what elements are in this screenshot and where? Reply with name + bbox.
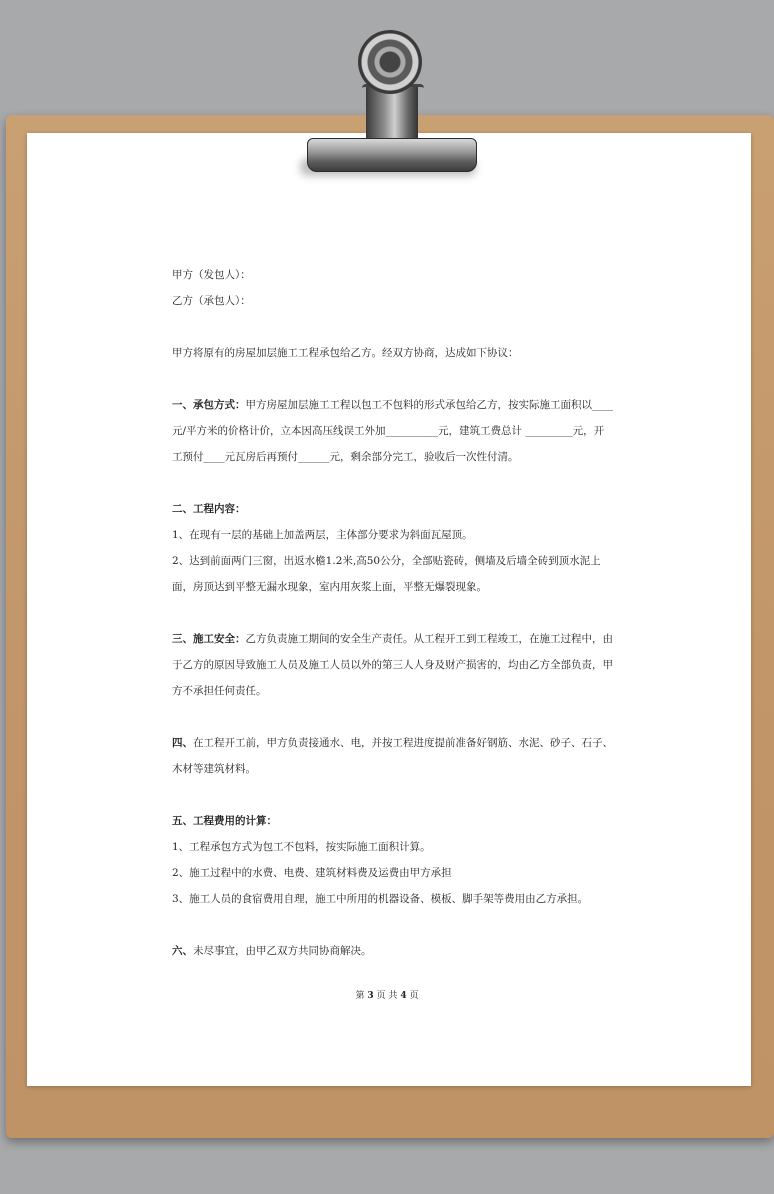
total-page-number: 4 (400, 991, 407, 1001)
section1-title: 一、承包方式： (172, 399, 246, 411)
page-number-footer: 第 3 页 共 4 页 (355, 991, 419, 1001)
section3-title: 三、施工安全： (172, 633, 246, 645)
current-page-number: 3 (367, 991, 374, 1001)
section2-item2-line1: 2、达到前面两门三窗，出返水檐1.2米,高50公分，全部贴瓷砖，侧墙及后墙全砖到顶水泥上 (172, 555, 601, 567)
section5-title: 五、工程费用的计算： (172, 815, 277, 827)
section1-line3: 工预付____元瓦房后再预付______元，剩余部分完工，验收后一次性付清。 (172, 451, 519, 463)
party-a-line: 甲方（发包人）： (172, 269, 251, 281)
section3-line1: 三、施工安全：乙方负责施工期间的安全生产责任。从工程开工到工程竣工，在施工过程中，由 (172, 633, 613, 645)
contract-body (172, 262, 612, 964)
section6-title: 六、 (172, 945, 193, 957)
section2-title: 二、工程内容： (172, 503, 246, 515)
section1-line1: 一、承包方式：甲方房屋加层施工工程以包工不包料的形式承包给乙方，按实际施工面积以____ (172, 399, 613, 411)
party-b-line: 乙方（承包人）： (172, 295, 251, 307)
section2-item1: 1、在现有一层的基础上加盖两层，主体部分要求为斜面瓦屋顶。 (172, 529, 473, 541)
binder-clip-ring-icon (358, 30, 422, 94)
section3-line3: 方不承担任何责任。 (172, 685, 267, 697)
section2-item2-line2: 面，房顶达到平整无漏水现象，室内用灰浆上面，平整无爆裂现象。 (172, 581, 487, 593)
section4-line1: 四、在工程开工前，甲方负责接通水、电，并按工程进度提前准备好钢筋、水泥、砂子、石子、 (172, 737, 613, 749)
section4-line2: 木材等建筑材料。 (172, 763, 256, 775)
section5-item2: 2、施工过程中的水费、电费、建筑材料费及运费由甲方承担 (172, 867, 452, 879)
section3-line2: 于乙方的原因导致施工人员及施工人员以外的第三人人身及财产损害的，均由乙方全部负责，甲 (172, 659, 613, 671)
section5-item1: 1、工程承包方式为包工不包料，按实际施工面积计算。 (172, 841, 431, 853)
section5-item3: 3、施工人员的食宿费用自理，施工中所用的机器设备、模板、脚手架等费用由乙方承担。 (172, 893, 589, 905)
section4-title: 四、 (172, 737, 193, 749)
section1-line2: 元/平方米的价格计价，立本因高压线误工外加__________元，建筑工费总计 _________元，开 (172, 425, 605, 437)
binder-clip-icon (307, 138, 477, 172)
section6-line: 六、未尽事宜，由甲乙双方共同协商解决。 (172, 945, 372, 957)
intro-paragraph: 甲方将原有的房屋加层施工工程承包给乙方。经双方协商，达成如下协议： (172, 347, 519, 359)
